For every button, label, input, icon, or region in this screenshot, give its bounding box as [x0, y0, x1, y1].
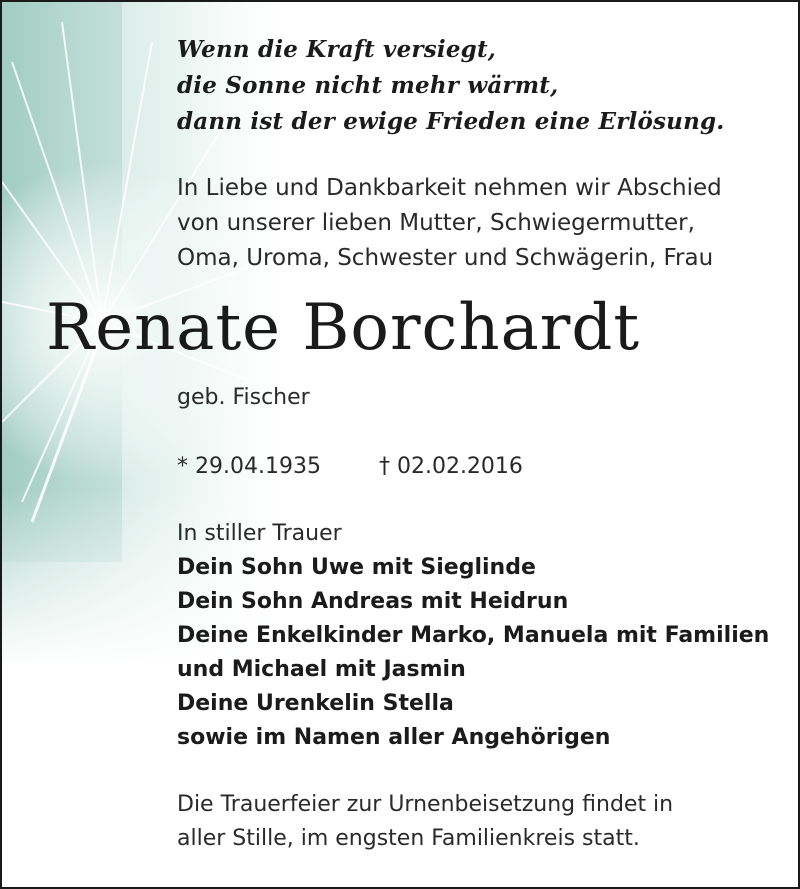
mourner-line: und Michael mit Jasmin [177, 657, 466, 682]
funeral-note [177, 788, 673, 856]
mourner-line: sowie im Namen aller Angehörigen [177, 725, 611, 750]
funeral-line: Die Trauerfeier zur Urnenbeisetzung findet in [177, 792, 674, 817]
verse [177, 32, 725, 140]
intro-line: Oma, Uroma, Schwester und Schwägerin, Frau [177, 245, 714, 271]
mourner-line: Dein Sohn Uwe mit Sieglinde [177, 555, 536, 580]
deceased-name: Renate Borchardt [46, 291, 641, 365]
mourner-line: Dein Sohn Andreas mit Heidrun [177, 589, 569, 614]
birth-date: * 29.04.1935 [177, 454, 321, 479]
mourners-list [177, 517, 769, 755]
verse-line: die Sonne nicht mehr wärmt, [177, 72, 559, 99]
death-date: † 02.02.2016 [378, 454, 523, 479]
funeral-line: aller Stille, im engsten Familienkreis statt. [177, 826, 640, 851]
verse-line: Wenn die Kraft versiegt, [177, 36, 496, 63]
intro-text [177, 171, 722, 276]
mourners-lead: In stiller Trauer [177, 521, 342, 546]
life-dates [177, 451, 523, 483]
mourner-line: Deine Enkelkinder Marko, Manuela mit Familien [177, 623, 770, 648]
intro-line: von unserer lieben Mutter, Schwiegermutter, [177, 210, 695, 236]
verse-line: dann ist der ewige Frieden eine Erlösung. [177, 108, 725, 135]
intro-line: In Liebe und Dankbarkeit nehmen wir Abschied [177, 175, 722, 201]
maiden-name: geb. Fischer [177, 385, 310, 410]
mourner-line: Deine Urenkelin Stella [177, 691, 454, 716]
